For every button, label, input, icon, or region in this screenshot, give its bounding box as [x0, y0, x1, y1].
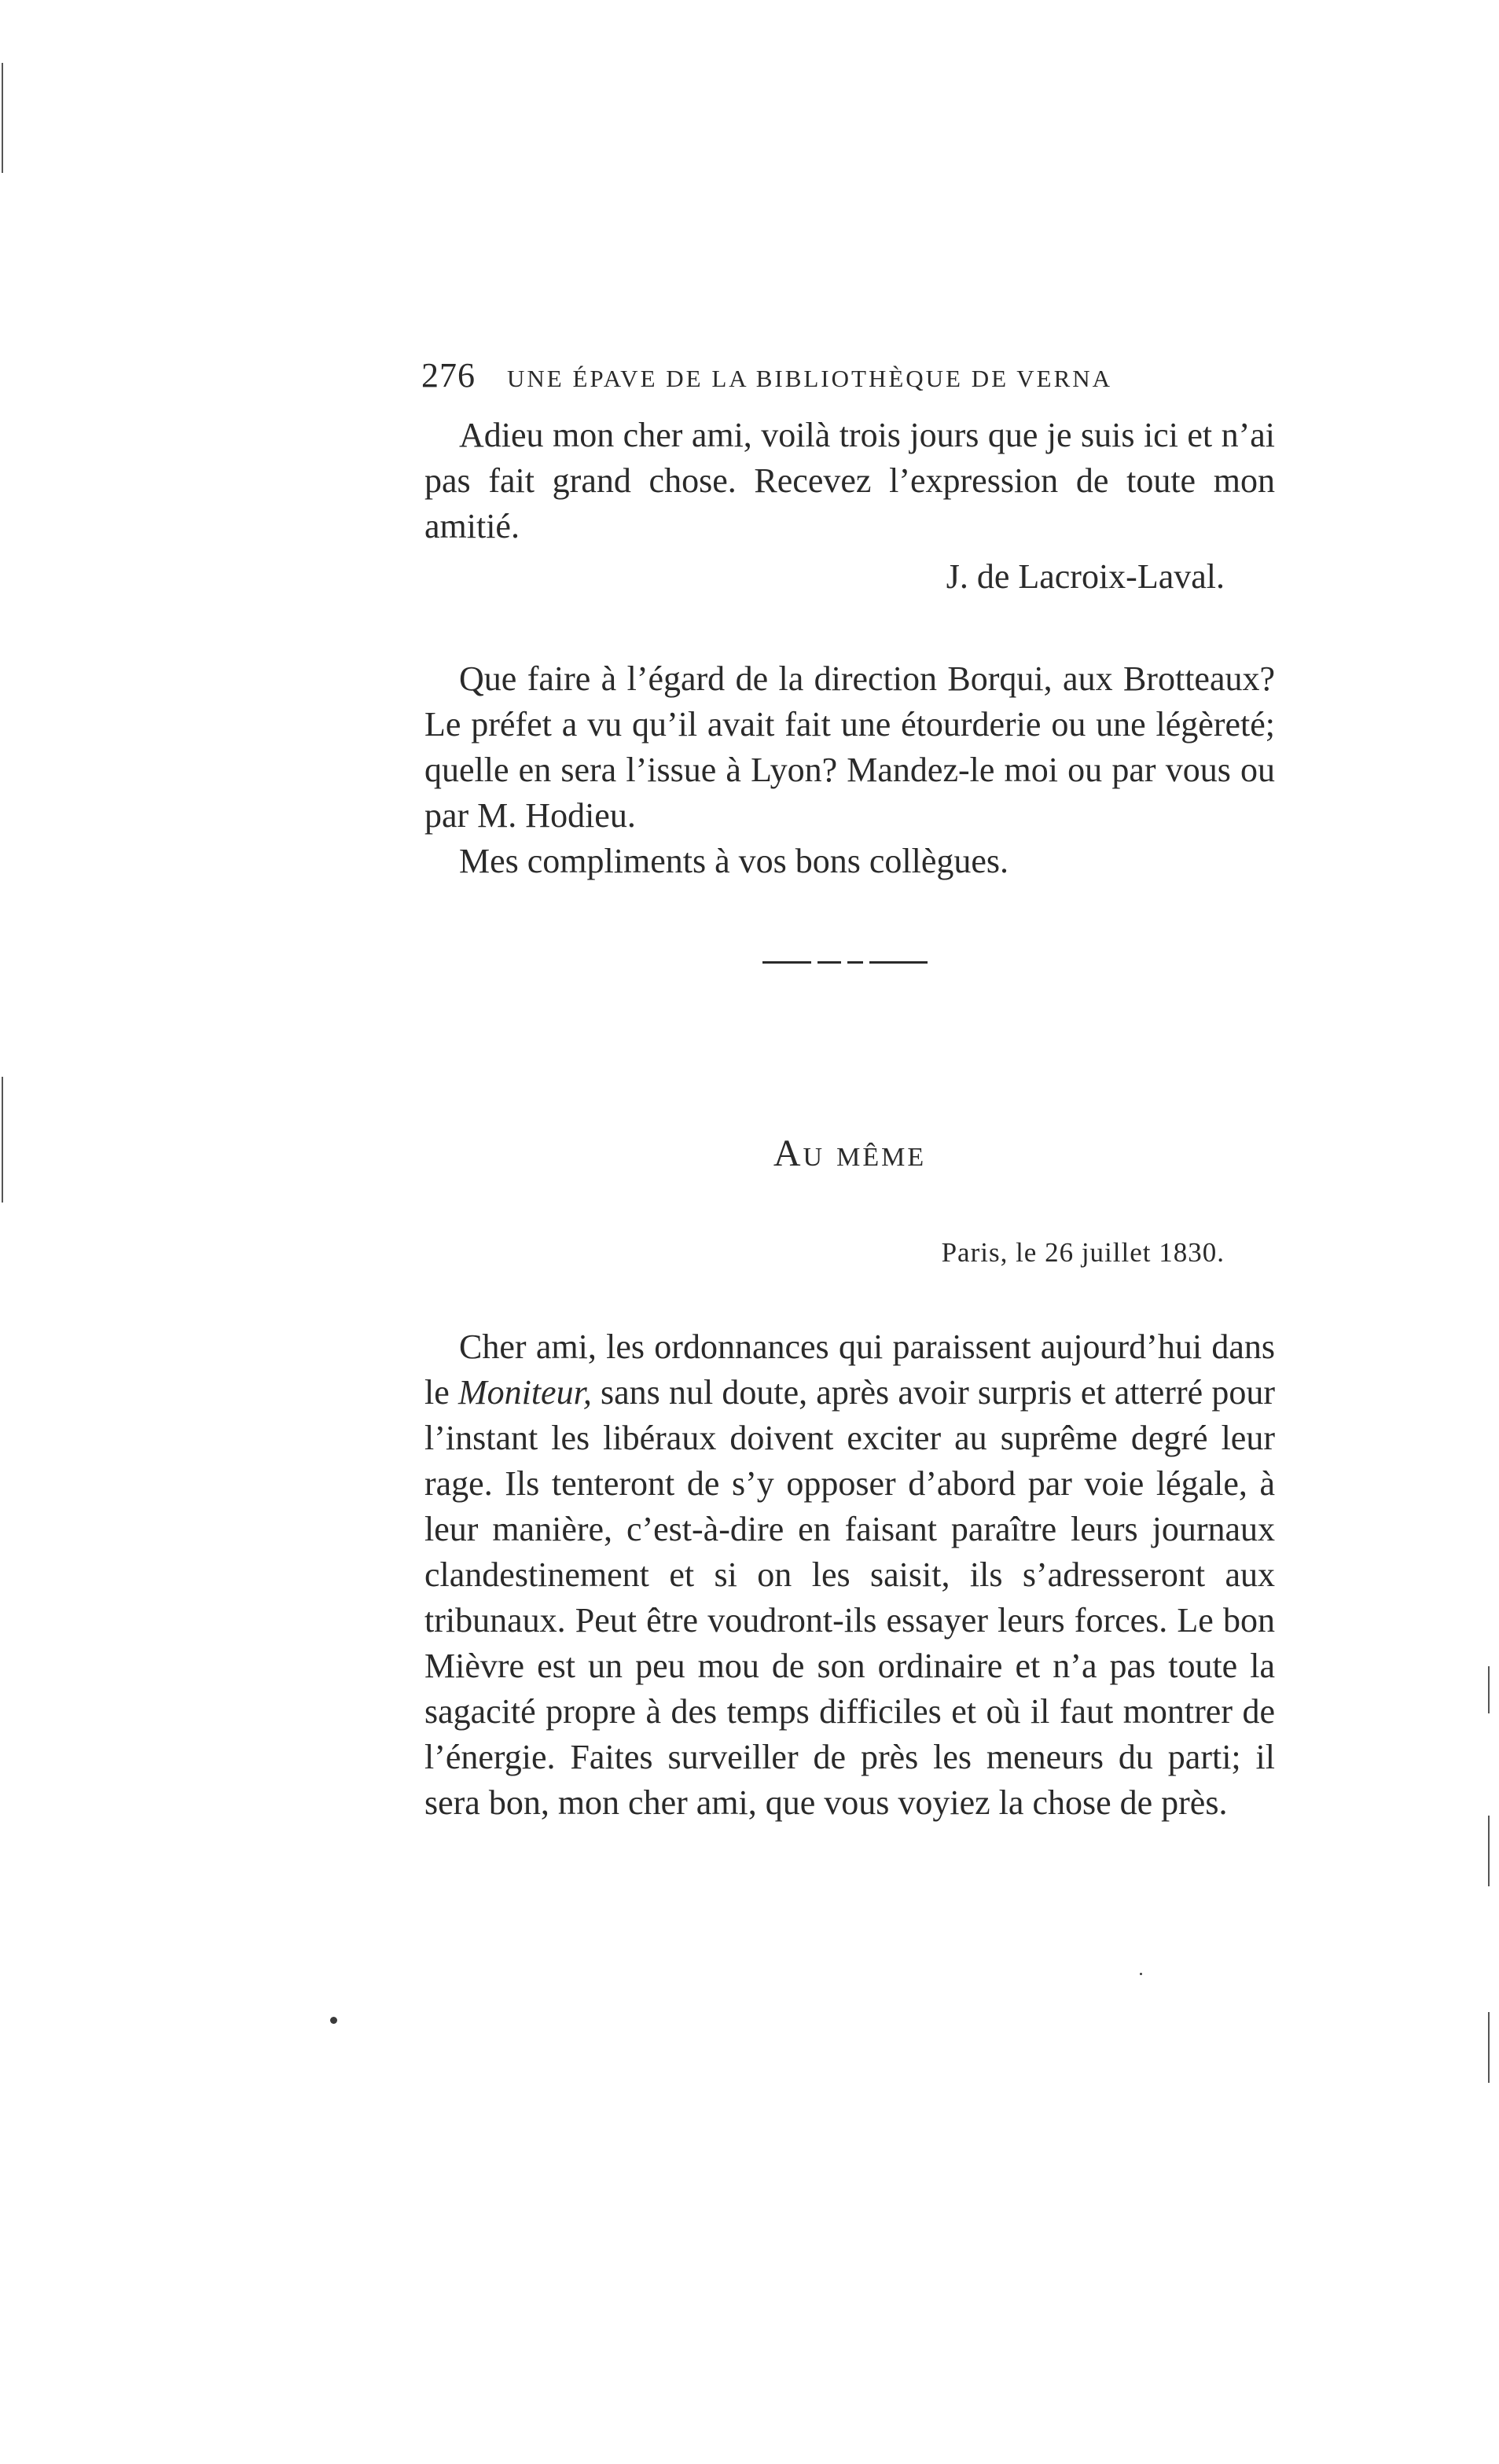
closing-paragraph: Adieu mon cher ami, voilà trois jours que je suis ici et n’ai pas fait grand chose. Recevez l’expression de toute mon amitié. [424, 416, 1275, 545]
running-header [421, 355, 1286, 395]
signature: J. de Lacroix-Laval. [946, 557, 1225, 596]
scan-edge-mark [1488, 2012, 1490, 2083]
ink-speck [330, 2017, 337, 2024]
letter-body [424, 1324, 1275, 1826]
letter-text-end: sans nul doute, après avoir surpris et atterré pour l’instant les libéraux doivent exciter au suprême degré leur rage. Ils tenteront de s’y opposer d’abord par voie légale, à leur manière, c’est-à-dire en faisant paraître leurs journaux clandestinement et si on les saisit, ils s’adresseront aux tribunaux. Peut être voudront-ils essayer leurs forces. Le bon Mièvre est un peu mou de son ordinaire et n’a pas toute la sagacité propre à des temps difficiles et où il faut montrer de l’énergie. Faites surveiller de près les meneurs du parti; il sera bon, mon cher ami, que vous voyiez la chose de près. [424, 1373, 1275, 1822]
ink-speck [1140, 1973, 1142, 1975]
scan-edge-mark [2, 63, 3, 173]
scan-edge-mark [1488, 1816, 1490, 1886]
scan-edge-mark [2, 1077, 3, 1203]
postscript [424, 656, 1275, 884]
page-number: 276 [421, 356, 476, 395]
section-title: Au même [773, 1133, 927, 1174]
section-divider [762, 961, 928, 964]
letter-text-start: Cher ami, les ordonnances qui paraissent aujourd’hui dans le [424, 1327, 1275, 1412]
dateline: Paris, le 26 juillet 1830. [941, 1237, 1225, 1268]
letter-closing [424, 413, 1275, 549]
running-title: UNE ÉPAVE DE LA BIBLIOTHÈQUE DE VERNA [507, 365, 1113, 392]
scan-edge-mark [1488, 1666, 1490, 1713]
compliments-paragraph: Mes compliments à vos bons collègues. [459, 842, 1009, 880]
newspaper-title: Moniteur, [457, 1373, 592, 1412]
postscript-paragraph: Que faire à l’égard de la direction Borqui, aux Brotteaux? Le préfet a vu qu’il avait fait une étourderie ou une légèreté; quelle en sera l’issue à Lyon? Mandez-le moi ou par vous ou par M. Hodieu. [424, 659, 1275, 835]
letter-paragraph [424, 1324, 1275, 1826]
